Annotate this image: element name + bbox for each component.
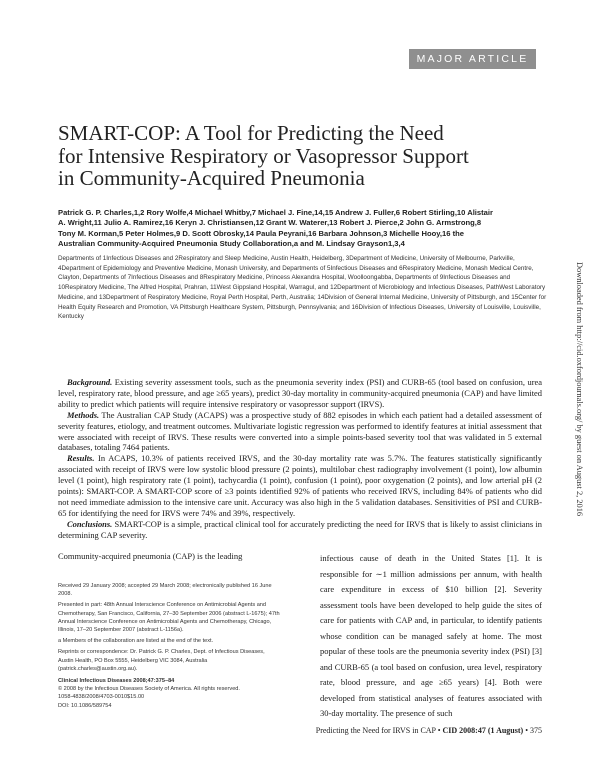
page-footer [316, 726, 542, 735]
affiliations: Departments of 1Infectious Diseases and 2Respiratory and Sleep Medicine, Austin Health, Heidelberg, 3Department of Medicine, University of Melbourne, Parkville, 4Department of Epidemiology and Preventive Medicine, Monash University, and Departments of 5Infectious Diseases and 6Respiratory Medicine, Monash Medical Centre, Clayton, Departments of 7Infectious Diseases and 8Respiratory Medicine, Princess Alexandra Hospital, Woolloongabba, Departments of 9Infectious Diseases and 10Respiratory Medicine, The Alfred Hospital, Prahran, 11West Gippsland Hospital, Warragul, and 12Department of Microbiology and Infectious Diseases, PathWest Laboratory Medicine, and 13Department of Respiratory Medicine, Royal Perth Hospital, Perth, Australia; 14Division of General Internal Medicine, University of Pittsburgh, and 15Center for Health Equity Research and Promotion, VA Pittsburgh Healthcare System, Pittsburgh, Pennsylvania; and 16Division of Infectious Diseases, University of Louisville, Louisville, Kentucky [58, 255, 547, 321]
body-paragraph: infectious cause of death in the United States [1]. It is responsible for ∼1 million admissions per annum, with health care expenditure in excess of $10 billion [2]. Severity assessment tools have been developed to help guide the sites of care for patients with CAP and, in particular, to identify patients whose condition can be managed safely at home. The most popular of these tools are the pneumonia severity index (PSI) [3] and CURB-65 (a tool based on confusion, urea level, respiratory rate, blood pressure, and age ≥65 years) [4]. Both were developed from statistical analyses of features associated with 30-day mortality. The presence of such [320, 553, 542, 718]
download-watermark: Downloaded from http://cid.oxfordjournals.org/ by guest on August 2, 2016 [575, 262, 584, 517]
footnotes [58, 582, 280, 710]
title-line: for Intensive Respiratory or Vasopressor Support [58, 143, 469, 168]
author-list: Patrick G. P. Charles,1,2 Rory Wolfe,4 Michael Whitby,7 Michael J. Fine,14,15 Andrew J. Fuller,6 Robert Stirling,10 Alistair A. Wright,11 Julio A. Ramirez,16 Keryn J. Christiansen,12 Grant W. Waterer,13 Robert J. Pierce,2 John G. Armstrong,8 Tony M. Korman,5 Peter Holmes,9 D. Scott Obrosky,14 Paula Peyrani,16 Barbara Johnson,3 Michelle Hooy,16 the Australian Community-Acquired Pneumonia Study Collaboration,a and M. Lindsay Grayson1,3,4 [58, 208, 493, 249]
issn: 1058-4838/2008/4703-0010$15.00 [58, 694, 145, 701]
abstract-conclusions: Conclusions. SMART-COP is a simple, practical clinical tool for accurately predicting the need for IRVS that is likely to assist clinicians in determining CAP severity. [58, 518, 542, 540]
copyright: © 2008 by the Infectious Diseases Society of America. All rights reserved. [58, 686, 240, 693]
running-title: Predicting the Need for IRVS in CAP • [315, 726, 441, 735]
intro-text: Community-acquired pneumonia (CAP) is the leading [58, 551, 243, 561]
body-column-right [320, 551, 542, 722]
abstract-results: Results. In ACAPS, 10.3% of patients received IRVS, and the 30-day mortality rate was 5.7%. The features statistically significantly associated with receipt of IRVS were low systolic blood pressure (2 points), multilobar chest radiography involvement (1 point), low albumin level (1 point), high respiratory rate (1 point), tachycardia (1 point), confusion (1 point), poor oxygenation (2 points), and low arterial pH (2 points): SMART-COP. A SMART-COP score of ≥3 points identified 92% of patients who received IRVS, including 84% of patients who did not need immediate admission to the intensive care unit. Accuracy was also high in the 5 validation databases. Sensitivities of PSI and CURB-65 for identifying the need for IRVS were 74% and 39%, respectively. [58, 453, 543, 518]
footnote-received: Received 29 January 2008; accepted 29 March 2008; electronically published 16 June 2008. [58, 583, 272, 598]
title-line: SMART-COP: A Tool for Predicting the Need [58, 121, 444, 145]
footnote-presented: Presented in part: 48th Annual Interscience Conference on Antimicrobial Agents and Chemotherapy, San Francisco, California, 27–30 September 2006 (abstract L-1675); 47th Annual Interscience Conference on Antimicrobial Agents and Chemotherapy, Chicago, Illinois, 17–20 September 2007 (abstract L-1156a). [58, 602, 280, 634]
doi: DOI: 10.1086/589754 [58, 702, 112, 709]
footnote-reprints: Reprints or correspondence: Dr. Patrick G. P. Charles, Dept. of Infectious Diseases, Austin Health, PO Box 5555, Heidelberg VIC 3084, Australia (patrick.charles@austin.org.au). [58, 649, 265, 672]
article-type-badge: MAJOR ARTICLE [409, 49, 536, 69]
footnote-collaboration: a Members of the collaboration are listed at the end of the text. [58, 638, 214, 645]
footer-citation: CID 2008:47 (1 August) [442, 726, 524, 735]
title-line: in Community-Acquired Pneumonia [58, 166, 365, 190]
abstract-methods: Methods. The Australian CAP Study (ACAPS) was a prospective study of 882 episodes in which each patient had a detailed assessment of severity features, etiology, and treatment outcomes. Multivariate logistic regression was performed to identify features at initial assessment that were associated with receipt of IRVS. These results were converted into a simple points-based severity tool that was validated in 5 external databases, totaling 7464 patients. [58, 409, 542, 453]
page-number: • 375 [525, 726, 542, 735]
article-title [58, 122, 498, 190]
abstract [58, 377, 542, 541]
journal-citation: Clinical Infectious Diseases 2008;47:375–84 [58, 678, 175, 685]
abstract-background: Background. Existing severity assessment tools, such as the pneumonia severity index (PSI) and CURB-65 (tool based on confusion, urea level, respiratory rate, blood pressure, and age ≥65 years), predict 30-day mortality in community-acquired pneumonia (CAP) and have limited ability to predict which patients will require intensive respiratory or vasopressor support (IRVS). [58, 377, 543, 409]
